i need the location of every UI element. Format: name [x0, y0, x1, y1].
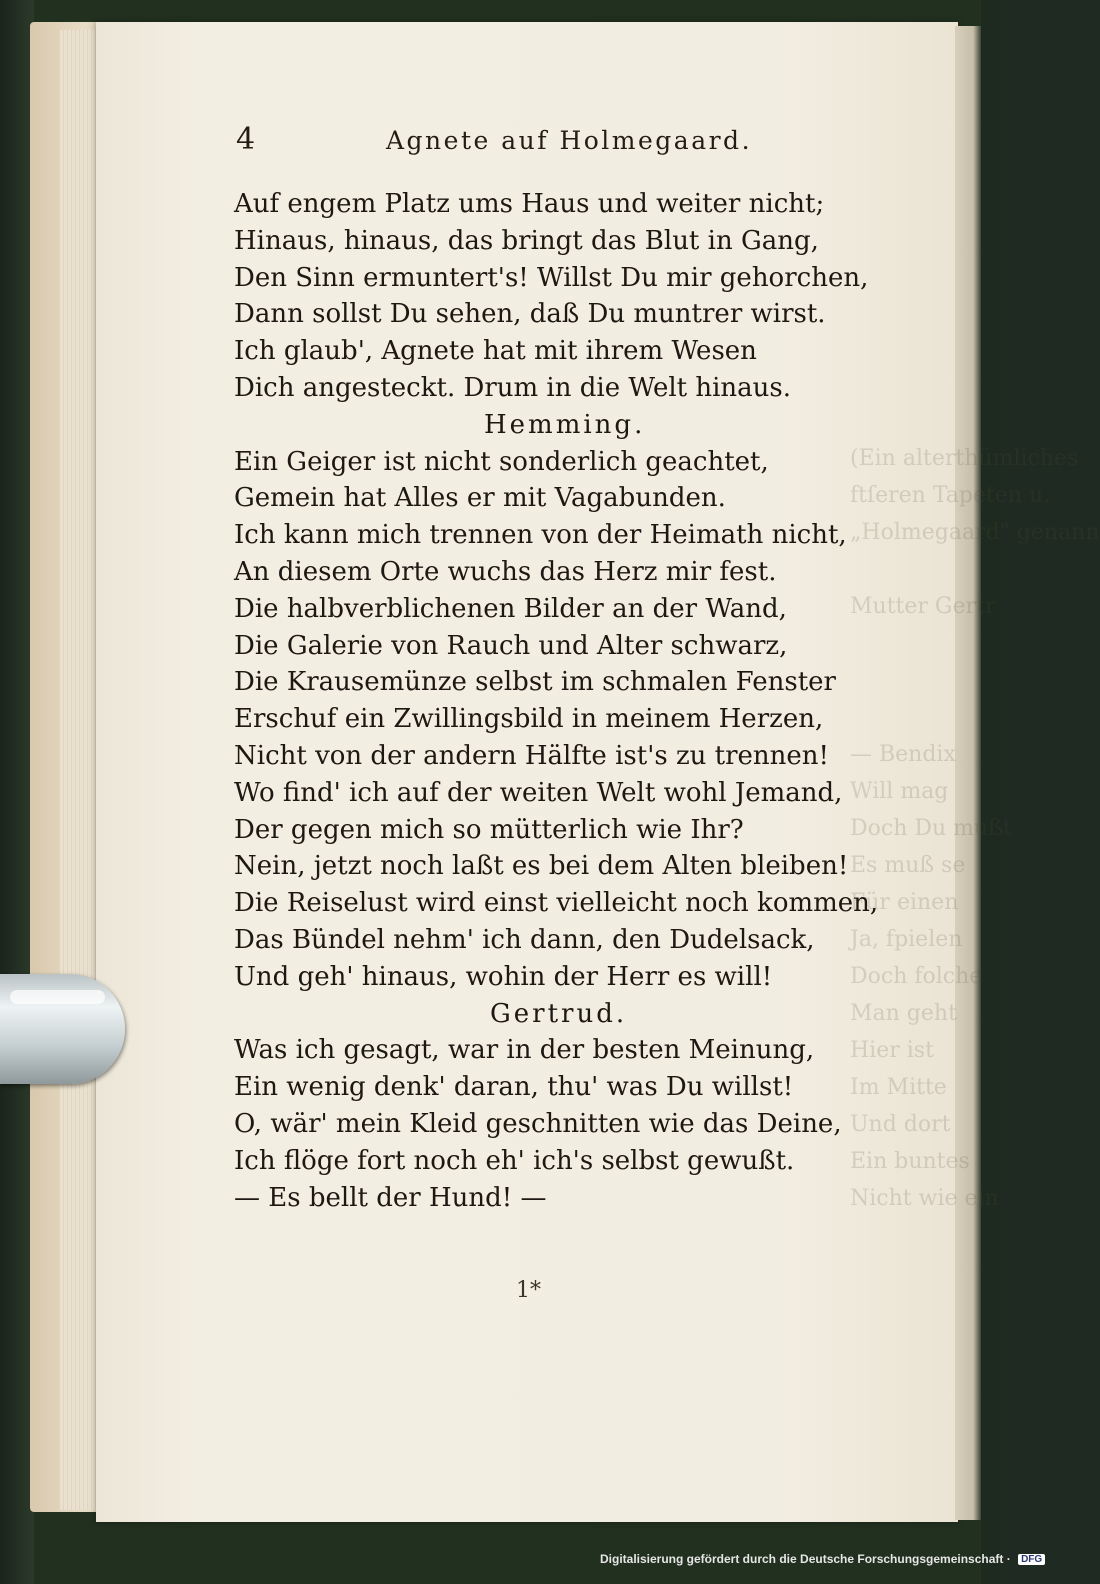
scanner-background-left: [0, 0, 34, 1584]
credit-text: Digitalisierung gefördert durch die Deutsche Forschungsgemeinschaft ·: [600, 1552, 1011, 1566]
dfg-logo-badge: DFG: [1018, 1554, 1045, 1565]
verse-line: Und geh' hinaus, wohin der Herr es will!: [234, 961, 773, 992]
verse-line: Hinaus, hinaus, das bringt das Blut in Gang,: [234, 225, 819, 256]
verse-line: Dich angesteckt. Drum in die Welt hinaus.: [234, 372, 792, 403]
verse-line: Die Reiselust wird einst vielleicht noch kommen,: [234, 888, 879, 919]
speaker-name-hemming: Hemming.: [484, 409, 646, 440]
verse-line: Nein, jetzt noch laßt es bei dem Alten bleiben!: [234, 851, 849, 882]
verse-text: [234, 186, 879, 1216]
verse-line: Erschuf ein Zwillingsbild in meinem Herzen,: [234, 704, 824, 735]
verse-line: Die Krausemünze selbst im schmalen Fenster: [234, 667, 836, 698]
page-gutter-shadow: [955, 26, 981, 1520]
running-title: Agnete auf Holmegaard.: [386, 126, 753, 155]
page-number: 4: [236, 122, 256, 157]
verse-line: Den Sinn ermuntert's! Willst Du mir gehorchen,: [234, 262, 869, 293]
digitization-credit: [600, 1552, 1045, 1566]
verse-line: Der gegen mich so mütterlich wie Ihr?: [234, 814, 744, 845]
signature-mark: 1*: [516, 1278, 541, 1303]
verse-line: Ich kann mich trennen von der Heimath nicht,: [234, 520, 847, 551]
verse-line: — Es bellt der Hund! —: [234, 1182, 547, 1213]
verse-line: Das Bündel nehm' ich dann, den Dudelsack,: [234, 924, 815, 955]
verse-line: O, wär' mein Kleid geschnitten wie das Deine,: [234, 1108, 842, 1139]
verse-line: Dann sollst Du sehen, daß Du muntrer wirst.: [234, 299, 826, 330]
verse-line: Ich glaub', Agnete hat mit ihrem Wesen: [234, 336, 757, 367]
scanner-background-right: [981, 0, 1000, 1584]
verse-line: Nicht von der andern Hälfte ist's zu trennen!: [234, 740, 829, 771]
verse-line: Die Galerie von Rauch und Alter schwarz,: [234, 630, 788, 661]
show-through-text: u. genann: [1016, 483, 1100, 545]
verse-line: Wo find' ich auf der weiten Welt wohl Jemand,: [234, 777, 843, 808]
page-holder-clip: [0, 974, 125, 1084]
verse-line: Was ich gesagt, war in der besten Meinung,: [234, 1035, 815, 1066]
verse-line: Ein Geiger ist nicht sonderlich geachtet,: [234, 446, 769, 477]
speaker-name-gertrud: Gertrud.: [490, 998, 628, 1029]
verse-line: Gemein hat Alles er mit Vagabunden.: [234, 483, 726, 514]
verse-line: Ein wenig denk' daran, thu' was Du willst!: [234, 1072, 794, 1103]
running-head: [236, 122, 756, 162]
clip-highlight: [10, 990, 105, 1004]
verse-line: An diesem Orte wuchs das Herz mir fest.: [234, 556, 777, 587]
verse-line: Auf engem Platz ums Haus und weiter nicht;: [234, 189, 825, 219]
verse-line: Die halbverblichenen Bilder an der Wand,: [234, 593, 787, 624]
verse-line: Ich flöge fort noch eh' ich's selbst gewußt.: [234, 1145, 795, 1176]
